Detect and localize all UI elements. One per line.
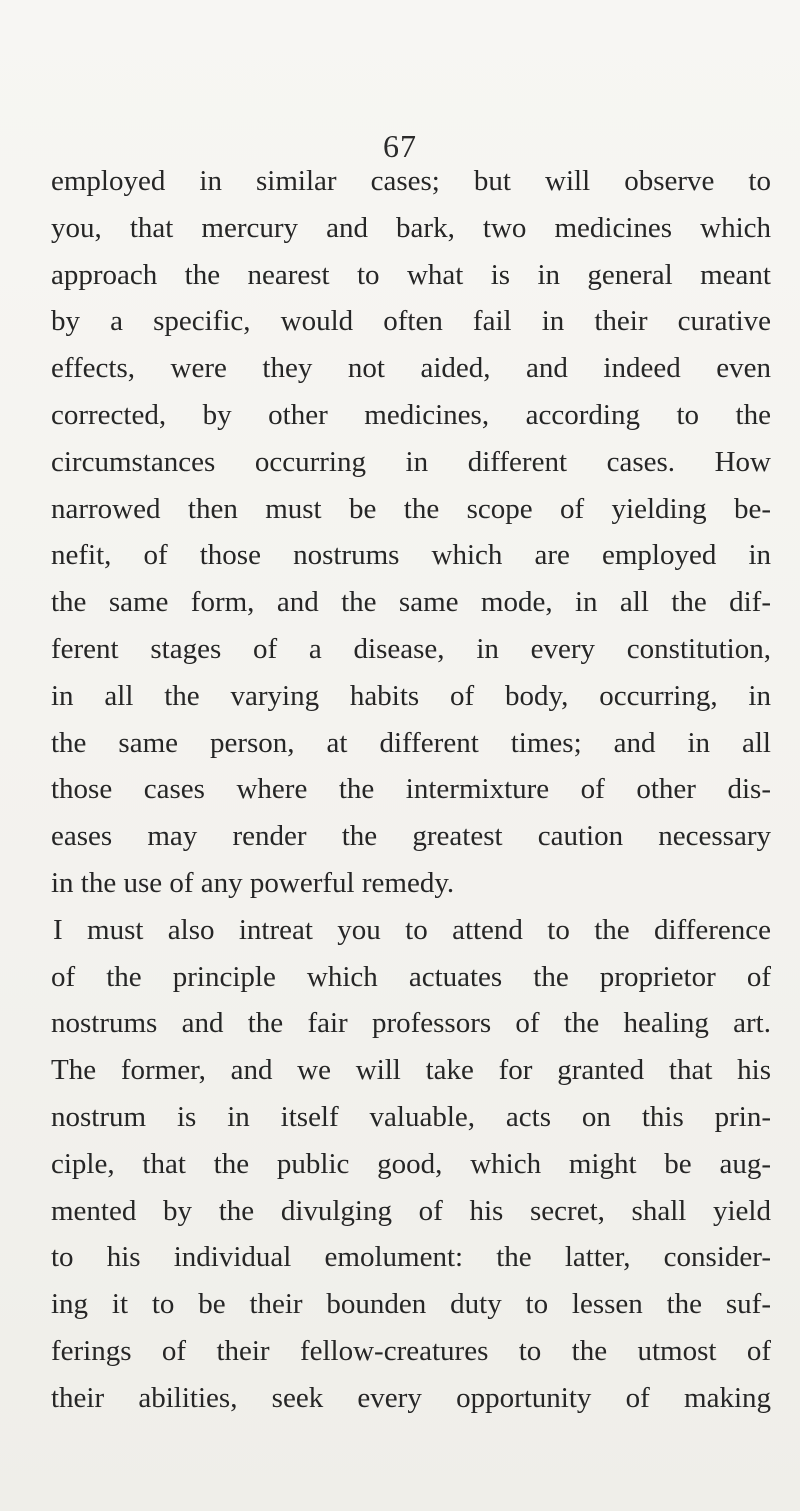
text-line: narrowed then must be the scope of yielding be-	[51, 492, 771, 525]
text-line: approach the nearest to what is in general meant	[51, 258, 771, 291]
text-line: nostrum is in itself valuable, acts on this prin-	[51, 1100, 771, 1133]
text-line: to his individual emolument: the latter, consider-	[51, 1241, 771, 1274]
body-text	[51, 158, 771, 1422]
text-line: in all the varying habits of body, occurring, in	[51, 679, 771, 712]
text-line: nostrums and the fair professors of the healing art.	[51, 1007, 771, 1040]
text-line: in the use of any powerful remedy.	[51, 866, 455, 899]
text-line: those cases where the intermixture of other dis-	[51, 773, 771, 806]
text-line: the same person, at different times; and in all	[51, 726, 771, 759]
text-line: I must also intreat you to attend to the difference	[53, 913, 771, 946]
text-line: of the principle which actuates the proprietor of	[51, 960, 771, 993]
text-line: ing it to be their bounden duty to lessen the suf-	[51, 1288, 771, 1321]
text-line: you, that mercury and bark, two medicines which	[51, 211, 771, 244]
text-line: mented by the divulging of his secret, shall yield	[51, 1194, 771, 1227]
text-line: ferent stages of a disease, in every constitution,	[51, 632, 771, 665]
text-line: their abilities, seek every opportunity of making	[51, 1381, 771, 1414]
text-line: ciple, that the public good, which might be aug-	[51, 1147, 771, 1180]
text-line: the same form, and the same mode, in all the dif-	[51, 586, 771, 619]
text-line: The former, and we will take for granted that his	[51, 1054, 771, 1087]
text-line: circumstances occurring in different cases. How	[51, 445, 771, 478]
page-number: 67	[383, 128, 417, 164]
text-line: employed in similar cases; but will observe to	[51, 165, 771, 197]
text-line: eases may render the greatest caution necessary	[51, 820, 771, 853]
text-line: ferings of their fellow-creatures to the utmost of	[51, 1334, 771, 1367]
text-line: by a specific, would often fail in their curative	[51, 305, 771, 338]
text-line: effects, were they not aided, and indeed even	[51, 352, 771, 385]
text-line: nefit, of those nostrums which are employed in	[51, 539, 771, 572]
text-line: corrected, by other medicines, according to the	[51, 398, 771, 431]
